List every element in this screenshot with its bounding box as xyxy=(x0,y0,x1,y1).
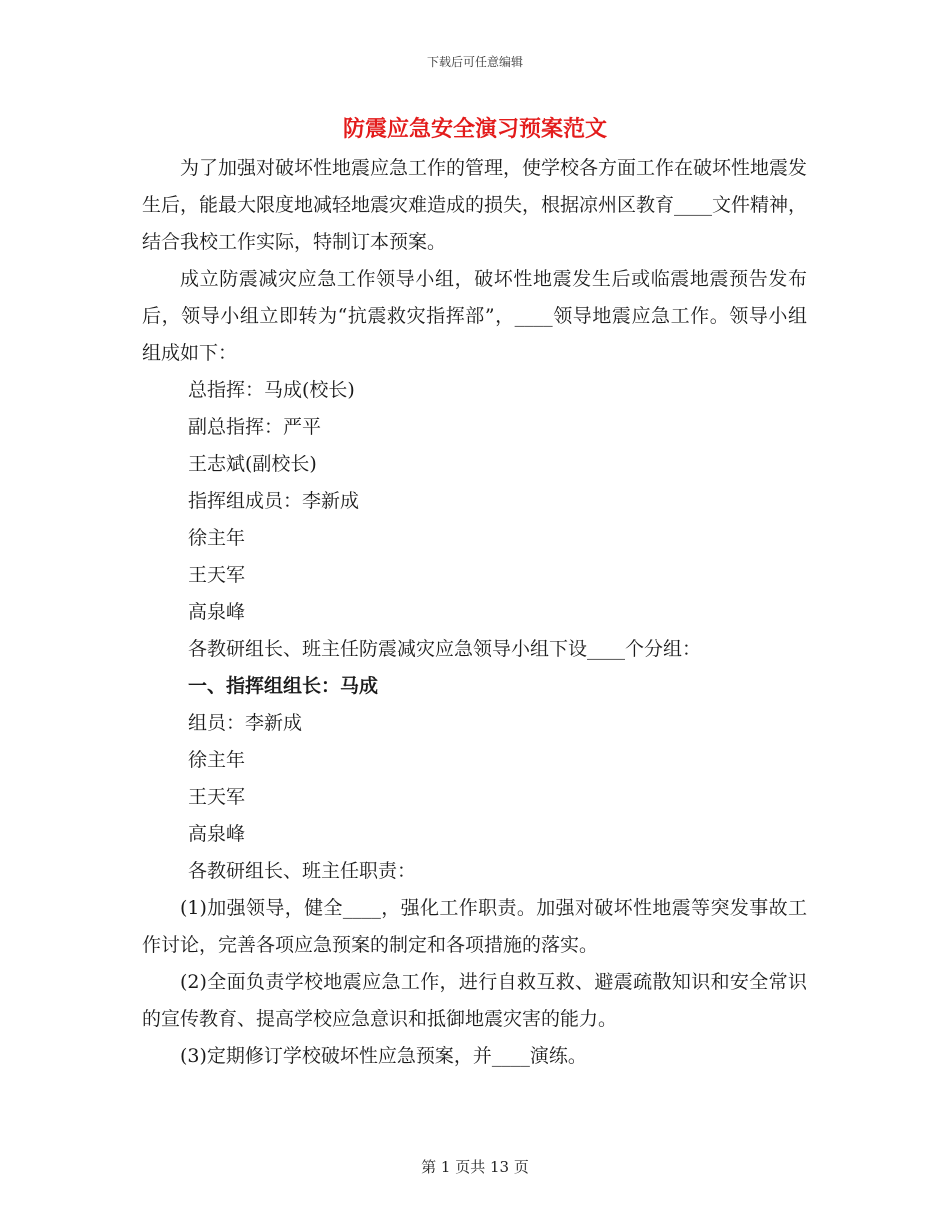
document-body xyxy=(142,150,807,1075)
members-line: 指挥组成员：李新成 xyxy=(188,490,360,512)
duty-item-2: (2)全面负责学校地震应急工作，进行自救互救、避震疏散知识和安全常识的宣传教育、提高学校应急意识和抵御地震灾害的能力。 xyxy=(142,971,807,1030)
section-members-line: 组员：李新成 xyxy=(188,712,303,734)
page-header: 下载后可任意编辑 xyxy=(426,55,523,69)
duties-label: 各教研组长、班主任职责： xyxy=(188,860,417,882)
section-member-line: 高泉峰 xyxy=(188,823,246,845)
section-member-line: 王天军 xyxy=(188,786,246,808)
deputy-commander-line: 副总指挥：严平 xyxy=(188,416,322,438)
duty-item-3: (3)定期修订学校破坏性应急预案，并____演练。 xyxy=(180,1045,587,1067)
section-member-line: 徐主年 xyxy=(188,749,246,771)
section-heading: 一、指挥组组长：马成 xyxy=(188,675,379,697)
groups-line: 各教研组长、班主任防震减灾应急领导小组下设____个分组： xyxy=(188,638,702,660)
member-line: 徐主年 xyxy=(188,527,246,549)
leadership-paragraph: 成立防震减灾应急工作领导小组，破坏性地震发生后或临震地震预告发布后，领导小组立即转为“抗震救灾指挥部”，____领导地震应急工作。领导小组组成如下： xyxy=(142,268,807,364)
member-line: 王天军 xyxy=(188,564,246,586)
deputy-name-line: 王志斌(副校长) xyxy=(188,453,317,475)
duty-item-1: (1)加强领导，健全____，强化工作职责。加强对破坏性地震等突发事故工作讨论，完善各项应急预案的制定和各项措施的落实。 xyxy=(142,897,807,956)
commander-line: 总指挥：马成(校长) xyxy=(188,379,355,401)
member-line: 高泉峰 xyxy=(188,601,246,623)
document-title: 防震应急安全演习预案范文 xyxy=(342,116,607,142)
page-footer: 第 1 页共 13 页 xyxy=(421,1158,529,1176)
intro-paragraph: 为了加强对破坏性地震应急工作的管理，使学校各方面工作在破坏性地震发生后，能最大限度地减轻地震灾难造成的损失，根据凉州区教育____文件精神，结合我校工作实际，特制订本预案。 xyxy=(142,157,808,253)
